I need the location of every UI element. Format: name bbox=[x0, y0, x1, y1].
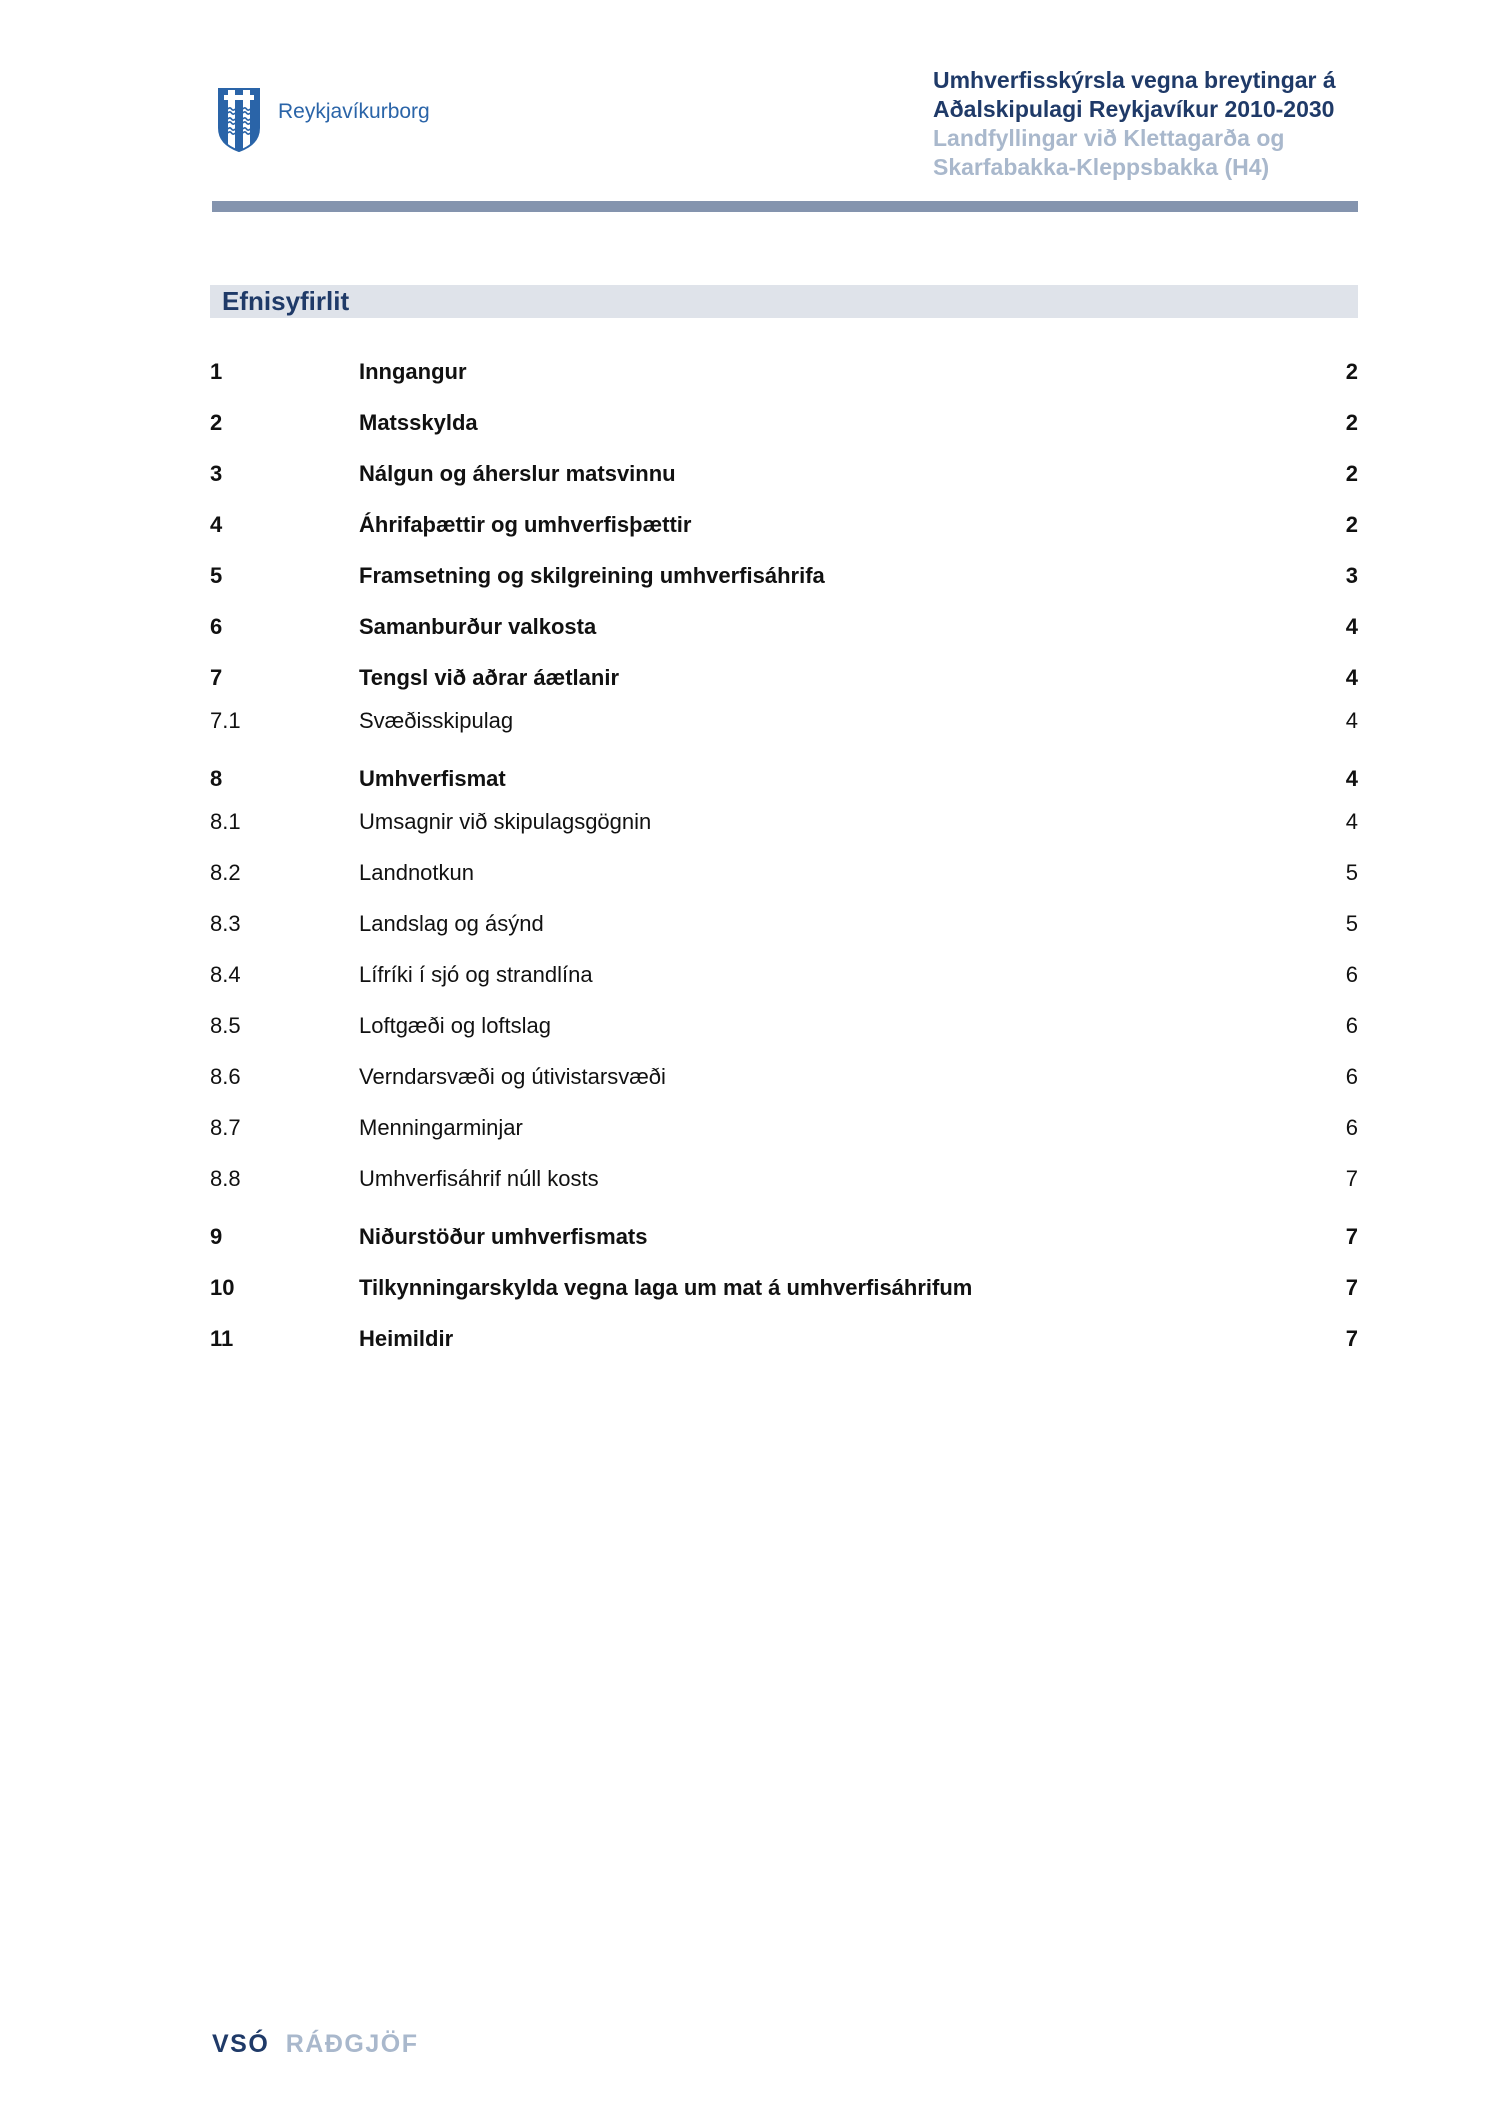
toc-row bbox=[210, 1225, 1358, 1249]
toc-title: Lífríki í sjó og strandlína bbox=[359, 962, 593, 987]
toc-number: 8.4 bbox=[210, 962, 241, 987]
toc-row bbox=[210, 615, 1358, 639]
toc-page: 2 bbox=[1345, 359, 1358, 384]
toc-title: Niðurstöður umhverfismats bbox=[359, 1224, 648, 1249]
toc-number: 5 bbox=[210, 563, 223, 588]
toc-page: 6 bbox=[1345, 1115, 1358, 1140]
header-logo bbox=[218, 88, 430, 152]
toc-number: 8.5 bbox=[210, 1013, 241, 1038]
toc-title: Samanburður valkosta bbox=[359, 614, 597, 639]
toc-title: Verndarsvæði og útivistarsvæði bbox=[359, 1064, 666, 1089]
toc-row bbox=[210, 963, 1358, 987]
toc-row bbox=[210, 1014, 1358, 1038]
toc-page: 4 bbox=[1345, 708, 1358, 733]
toc-title: Framsetning og skilgreining umhverfisáhrifa bbox=[359, 563, 825, 588]
toc-heading: Efnisyfirlit bbox=[210, 285, 1358, 318]
report-subtitle-line1: Landfyllingar við Klettagarða og bbox=[933, 125, 1285, 151]
toc-title: Svæðisskipulag bbox=[359, 708, 514, 733]
report-subtitle-line2: Skarfabakka-Kleppsbakka (H4) bbox=[933, 154, 1270, 180]
toc-title: Menningarminjar bbox=[359, 1115, 523, 1140]
toc-title: Tilkynningarskylda vegna laga um mat á umhverfisáhrifum bbox=[359, 1275, 973, 1300]
toc-number: 8.1 bbox=[210, 809, 241, 834]
toc-title: Inngangur bbox=[359, 359, 467, 384]
toc-title: Umhverfisáhrif núll kosts bbox=[359, 1166, 599, 1191]
toc-row bbox=[210, 767, 1358, 791]
footer-brand-secondary: RÁÐGJÖF bbox=[285, 2030, 419, 2058]
toc-row bbox=[210, 810, 1358, 834]
toc-title: Nálgun og áherslur matsvinnu bbox=[359, 461, 676, 486]
toc-row bbox=[210, 1116, 1358, 1140]
report-title-line1: Umhverfisskýrsla vegna breytingar á bbox=[933, 67, 1336, 93]
toc-number: 7.1 bbox=[210, 708, 241, 733]
toc-number: 3 bbox=[210, 461, 223, 486]
toc-page: 4 bbox=[1345, 614, 1358, 639]
toc-page: 5 bbox=[1345, 860, 1358, 885]
toc-page: 4 bbox=[1345, 766, 1358, 791]
toc-page: 2 bbox=[1345, 512, 1358, 537]
report-title-block bbox=[933, 66, 1336, 182]
toc-page: 3 bbox=[1345, 563, 1358, 588]
toc-page: 6 bbox=[1345, 1064, 1358, 1089]
toc-row bbox=[210, 666, 1358, 690]
footer-brand bbox=[212, 2030, 418, 2059]
toc-title: Landnotkun bbox=[359, 860, 474, 885]
toc-row bbox=[210, 1327, 1358, 1351]
toc-row bbox=[210, 462, 1358, 486]
toc-number: 8.6 bbox=[210, 1064, 241, 1089]
toc-page: 7 bbox=[1345, 1166, 1358, 1191]
toc-page: 7 bbox=[1345, 1224, 1358, 1249]
toc-number: 1 bbox=[210, 359, 223, 384]
toc-number: 8 bbox=[210, 766, 223, 791]
toc-row bbox=[210, 709, 1358, 733]
toc-number: 8.8 bbox=[210, 1166, 241, 1191]
toc-title: Loftgæði og loftslag bbox=[359, 1013, 552, 1038]
toc-number: 8.7 bbox=[210, 1115, 241, 1140]
toc-row bbox=[210, 1065, 1358, 1089]
toc-row bbox=[210, 513, 1358, 537]
toc-number: 6 bbox=[210, 614, 223, 639]
toc-page: 4 bbox=[1345, 665, 1358, 690]
toc-page: 5 bbox=[1345, 911, 1358, 936]
toc-title: Tengsl við aðrar áætlanir bbox=[359, 665, 620, 690]
report-title-line2: Aðalskipulagi Reykjavíkur 2010-2030 bbox=[933, 96, 1335, 122]
toc-number: 11 bbox=[210, 1326, 234, 1351]
toc-title: Áhrifaþættir og umhverfisþættir bbox=[359, 512, 692, 537]
toc-title: Umhverfismat bbox=[359, 766, 506, 791]
toc-page: 2 bbox=[1345, 461, 1358, 486]
footer-brand-primary: VSÓ bbox=[212, 2030, 270, 2058]
header-divider-bar bbox=[212, 201, 1358, 212]
toc-page: 4 bbox=[1345, 809, 1358, 834]
toc-page: 7 bbox=[1345, 1326, 1358, 1351]
toc-page: 2 bbox=[1345, 410, 1358, 435]
toc-list bbox=[210, 360, 1358, 1351]
toc-number: 2 bbox=[210, 410, 223, 435]
toc-page: 6 bbox=[1345, 962, 1358, 987]
toc-row bbox=[210, 861, 1358, 885]
toc-number: 10 bbox=[210, 1275, 235, 1300]
toc-row bbox=[210, 360, 1358, 384]
toc-row bbox=[210, 1276, 1358, 1300]
toc-page: 7 bbox=[1345, 1275, 1358, 1300]
toc-number: 7 bbox=[210, 665, 223, 690]
toc-number: 8.2 bbox=[210, 860, 241, 885]
toc-number: 4 bbox=[210, 512, 223, 537]
toc-number: 9 bbox=[210, 1224, 223, 1249]
reykjavik-coat-of-arms-icon bbox=[218, 88, 260, 152]
toc-title: Umsagnir við skipulagsgögnin bbox=[359, 809, 652, 834]
toc-number: 8.3 bbox=[210, 911, 241, 936]
org-name: Reykjavíkurborg bbox=[278, 100, 430, 123]
toc-title: Landslag og ásýnd bbox=[359, 911, 544, 936]
toc-title: Heimildir bbox=[359, 1326, 454, 1351]
toc-row bbox=[210, 564, 1358, 588]
toc-page: 6 bbox=[1345, 1013, 1358, 1038]
toc-title: Matsskylda bbox=[359, 410, 478, 435]
toc-row bbox=[210, 912, 1358, 936]
toc-row bbox=[210, 411, 1358, 435]
toc-row bbox=[210, 1167, 1358, 1191]
